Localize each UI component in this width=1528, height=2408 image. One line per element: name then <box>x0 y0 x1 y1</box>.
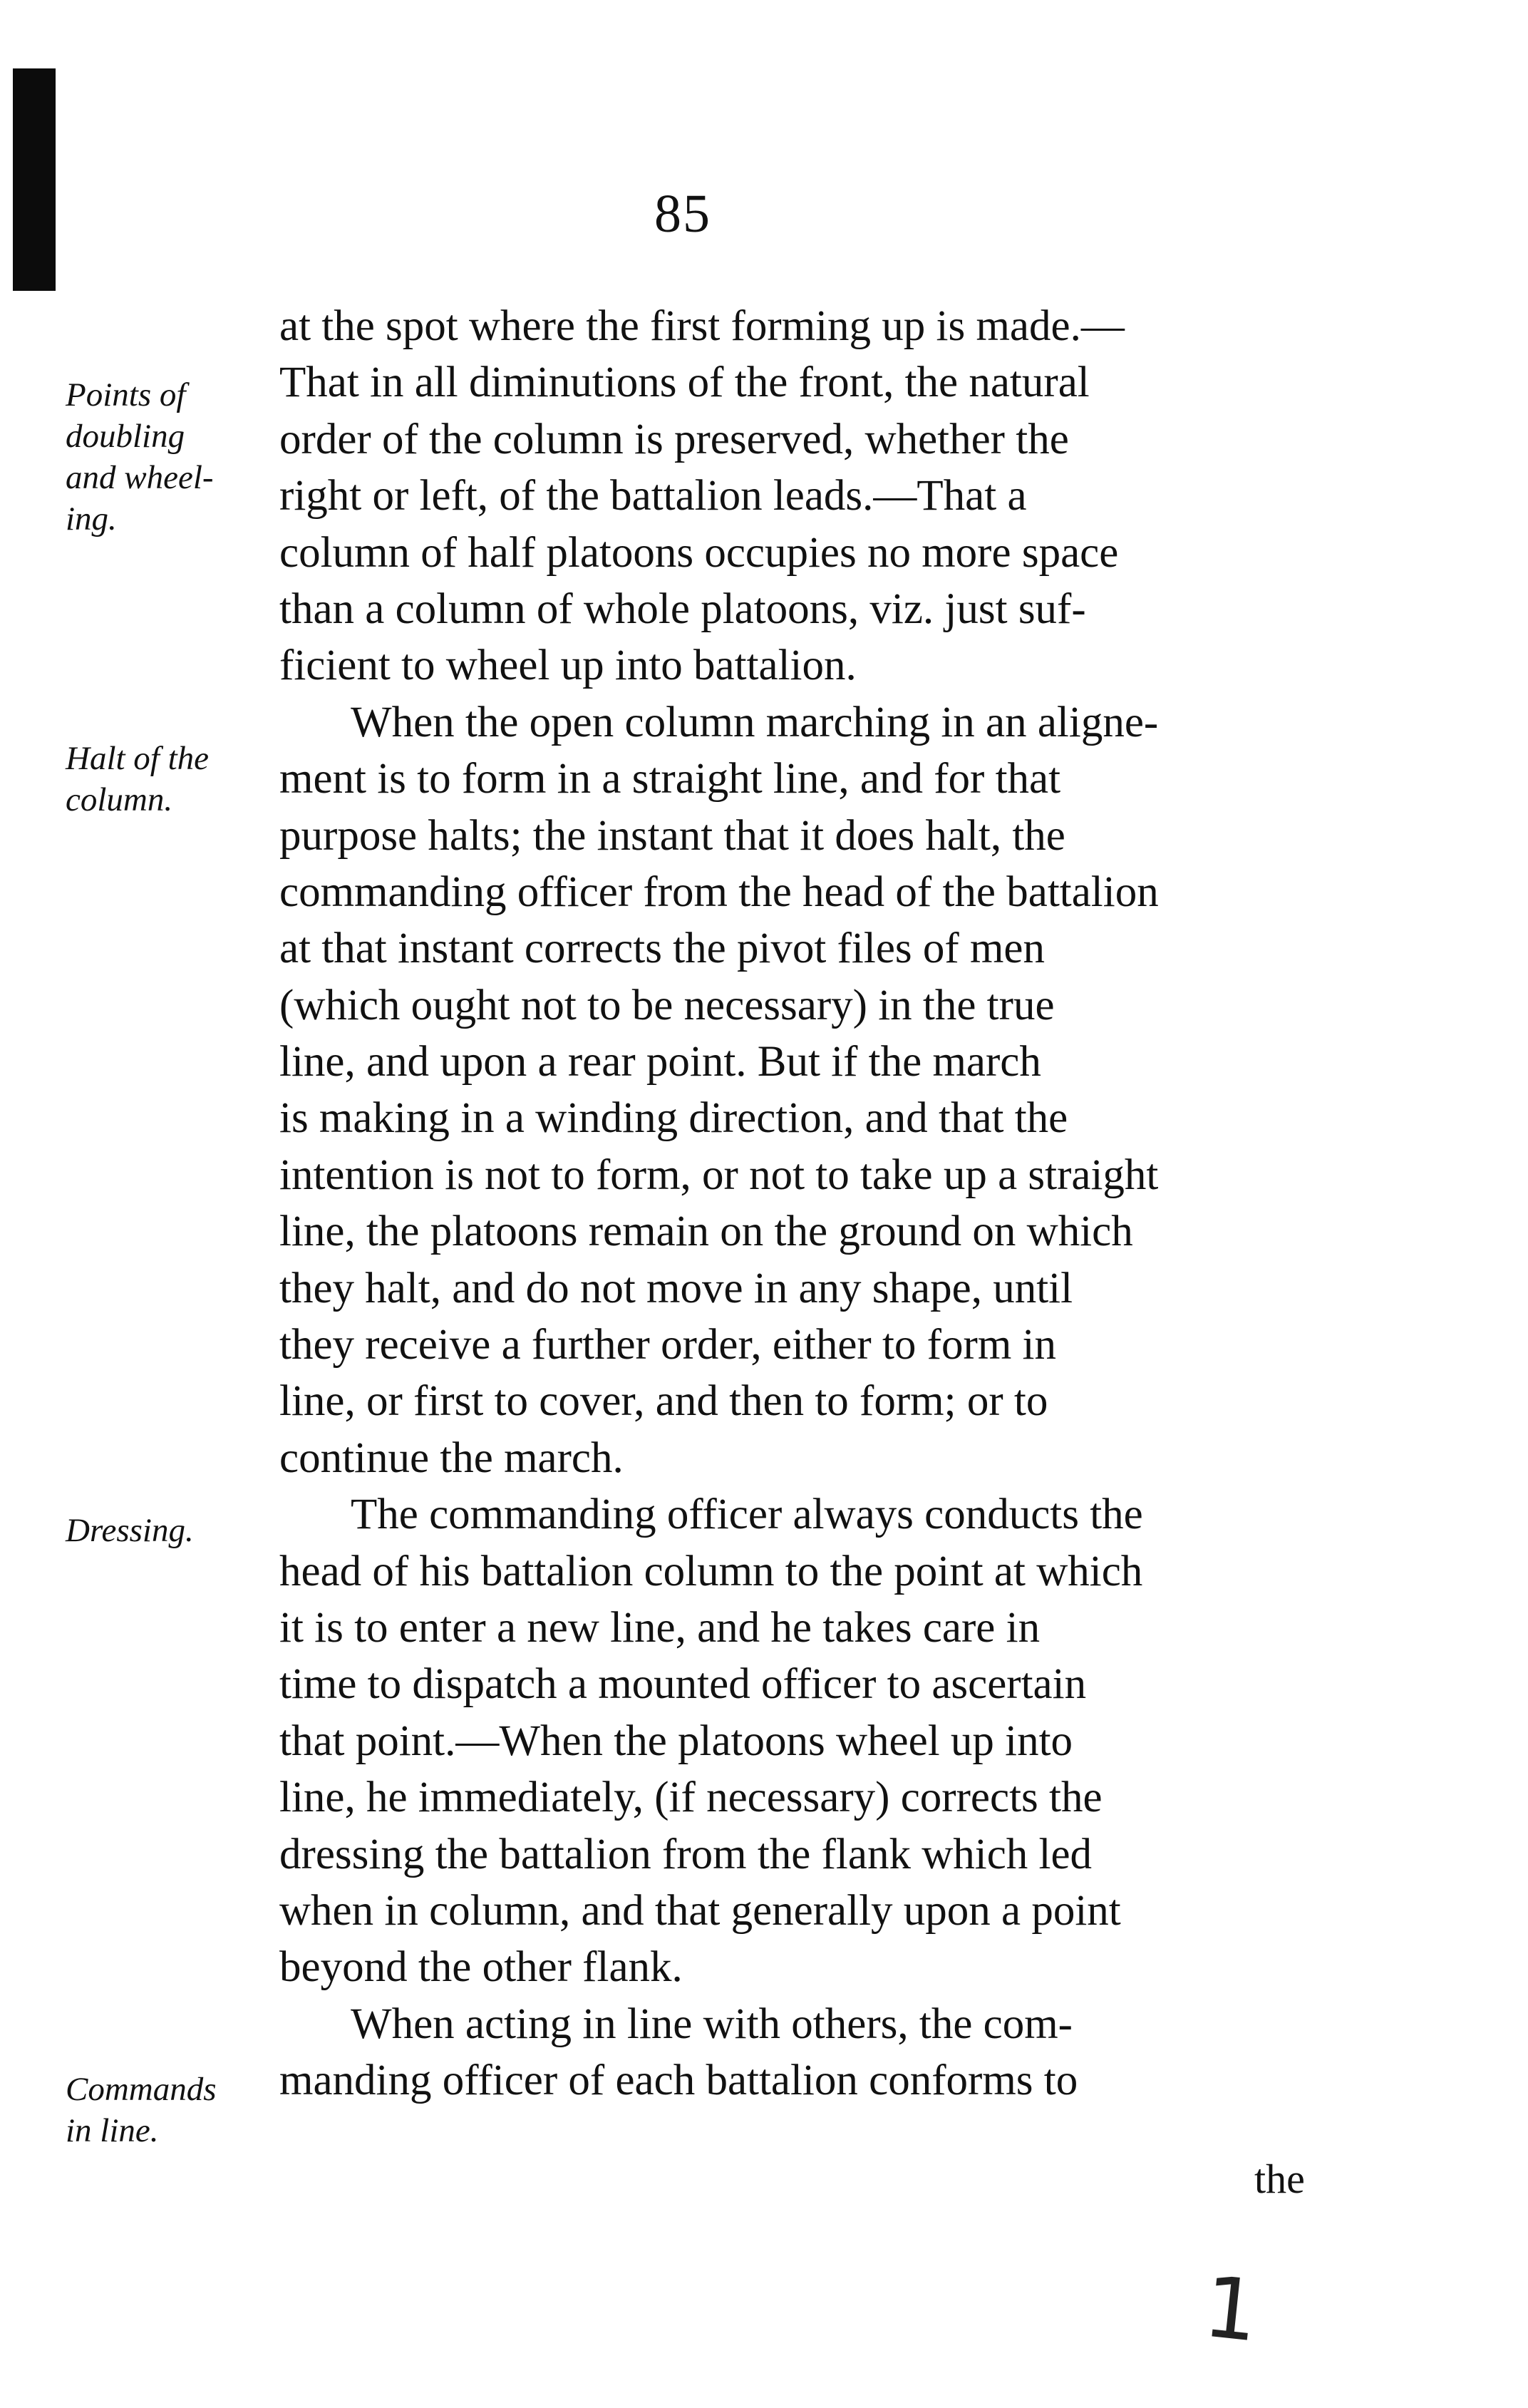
page-number: 85 <box>654 184 711 244</box>
text-line: ficient to wheel up into battalion. <box>279 642 857 690</box>
margin-note-line: in line. <box>66 2112 159 2149</box>
text-line: at the spot where the first forming up is made.— <box>279 302 1125 350</box>
text-line: line, he immediately, (if necessary) corrects the <box>279 1774 1103 1822</box>
body-text <box>279 298 1348 2109</box>
text-line: commanding officer from the head of the battalion <box>279 868 1159 916</box>
text-line: than a column of whole platoons, viz. just suf- <box>279 585 1086 633</box>
text-line: ment is to form in a straight line, and for that <box>279 755 1061 803</box>
margin-note-dressing <box>66 1510 194 1551</box>
text-line: line, the platoons remain on the ground on which <box>279 1208 1133 1256</box>
catchword: the <box>1254 2156 1305 2202</box>
text-line: That in all diminutions of the front, the natural <box>279 359 1090 407</box>
margin-note-line: column. <box>66 781 173 818</box>
margin-note-line: doubling <box>66 418 185 455</box>
text-line: The commanding officer always conducts the <box>351 1491 1143 1539</box>
text-line: it is to enter a new line, and he takes care in <box>279 1603 1041 1652</box>
margin-note-line: Points of <box>66 376 186 413</box>
text-line: head of his battalion column to the point at which <box>279 1547 1143 1595</box>
text-line: they halt, and do not move in any shape, until <box>279 1264 1073 1312</box>
margin-note-line: Halt of the <box>66 740 210 777</box>
margin-note-line: Commands <box>66 2071 217 2108</box>
text-line: right or left, of the battalion leads.—That a <box>279 472 1027 520</box>
text-line: that point.—When the platoons wheel up into <box>279 1717 1073 1765</box>
pencil-mark: 1 <box>1199 2257 1264 2361</box>
text-line: purpose halts; the instant that it does halt, the <box>279 811 1065 860</box>
text-line: line, or first to cover, and then to form; or to <box>279 1377 1048 1426</box>
text-line: beyond the other flank. <box>279 1943 683 1992</box>
text-line: column of half platoons occupies no more space <box>279 528 1119 577</box>
text-line: continue the march. <box>279 1434 624 1482</box>
text-line: is making in a winding direction, and that the <box>279 1094 1068 1143</box>
text-line: (which ought not to be necessary) in the true <box>279 981 1055 1029</box>
text-line: When the open column marching in an aligne- <box>351 698 1159 746</box>
margin-note-halt-of-the-column <box>66 738 209 820</box>
text-line: they receive a further order, either to form in <box>279 1321 1056 1369</box>
text-line: time to dispatch a mounted officer to ascertain <box>279 1660 1087 1709</box>
text-line: When acting in line with others, the com- <box>351 2000 1073 2048</box>
margin-note-line: ing. <box>66 500 117 537</box>
text-line: intention is not to form, or not to take up a straight <box>279 1151 1159 1199</box>
text-line: line, and upon a rear point. But if the march <box>279 1038 1041 1086</box>
margin-note-commands-in-line <box>66 2069 217 2151</box>
text-line: at that instant corrects the pivot files of men <box>279 925 1045 973</box>
margin-note-line: Dressing. <box>66 1512 194 1549</box>
margin-note-line: and wheel- <box>66 459 214 496</box>
scan-edge-shadow <box>13 68 56 291</box>
text-line: manding officer of each battalion conforms to <box>279 2057 1078 2105</box>
text-line: order of the column is preserved, whether the <box>279 415 1069 463</box>
margin-note-points-of-doubling <box>66 374 214 540</box>
text-line: when in column, and that generally upon a point <box>279 1886 1121 1935</box>
text-line: dressing the battalion from the flank which led <box>279 1830 1093 1878</box>
